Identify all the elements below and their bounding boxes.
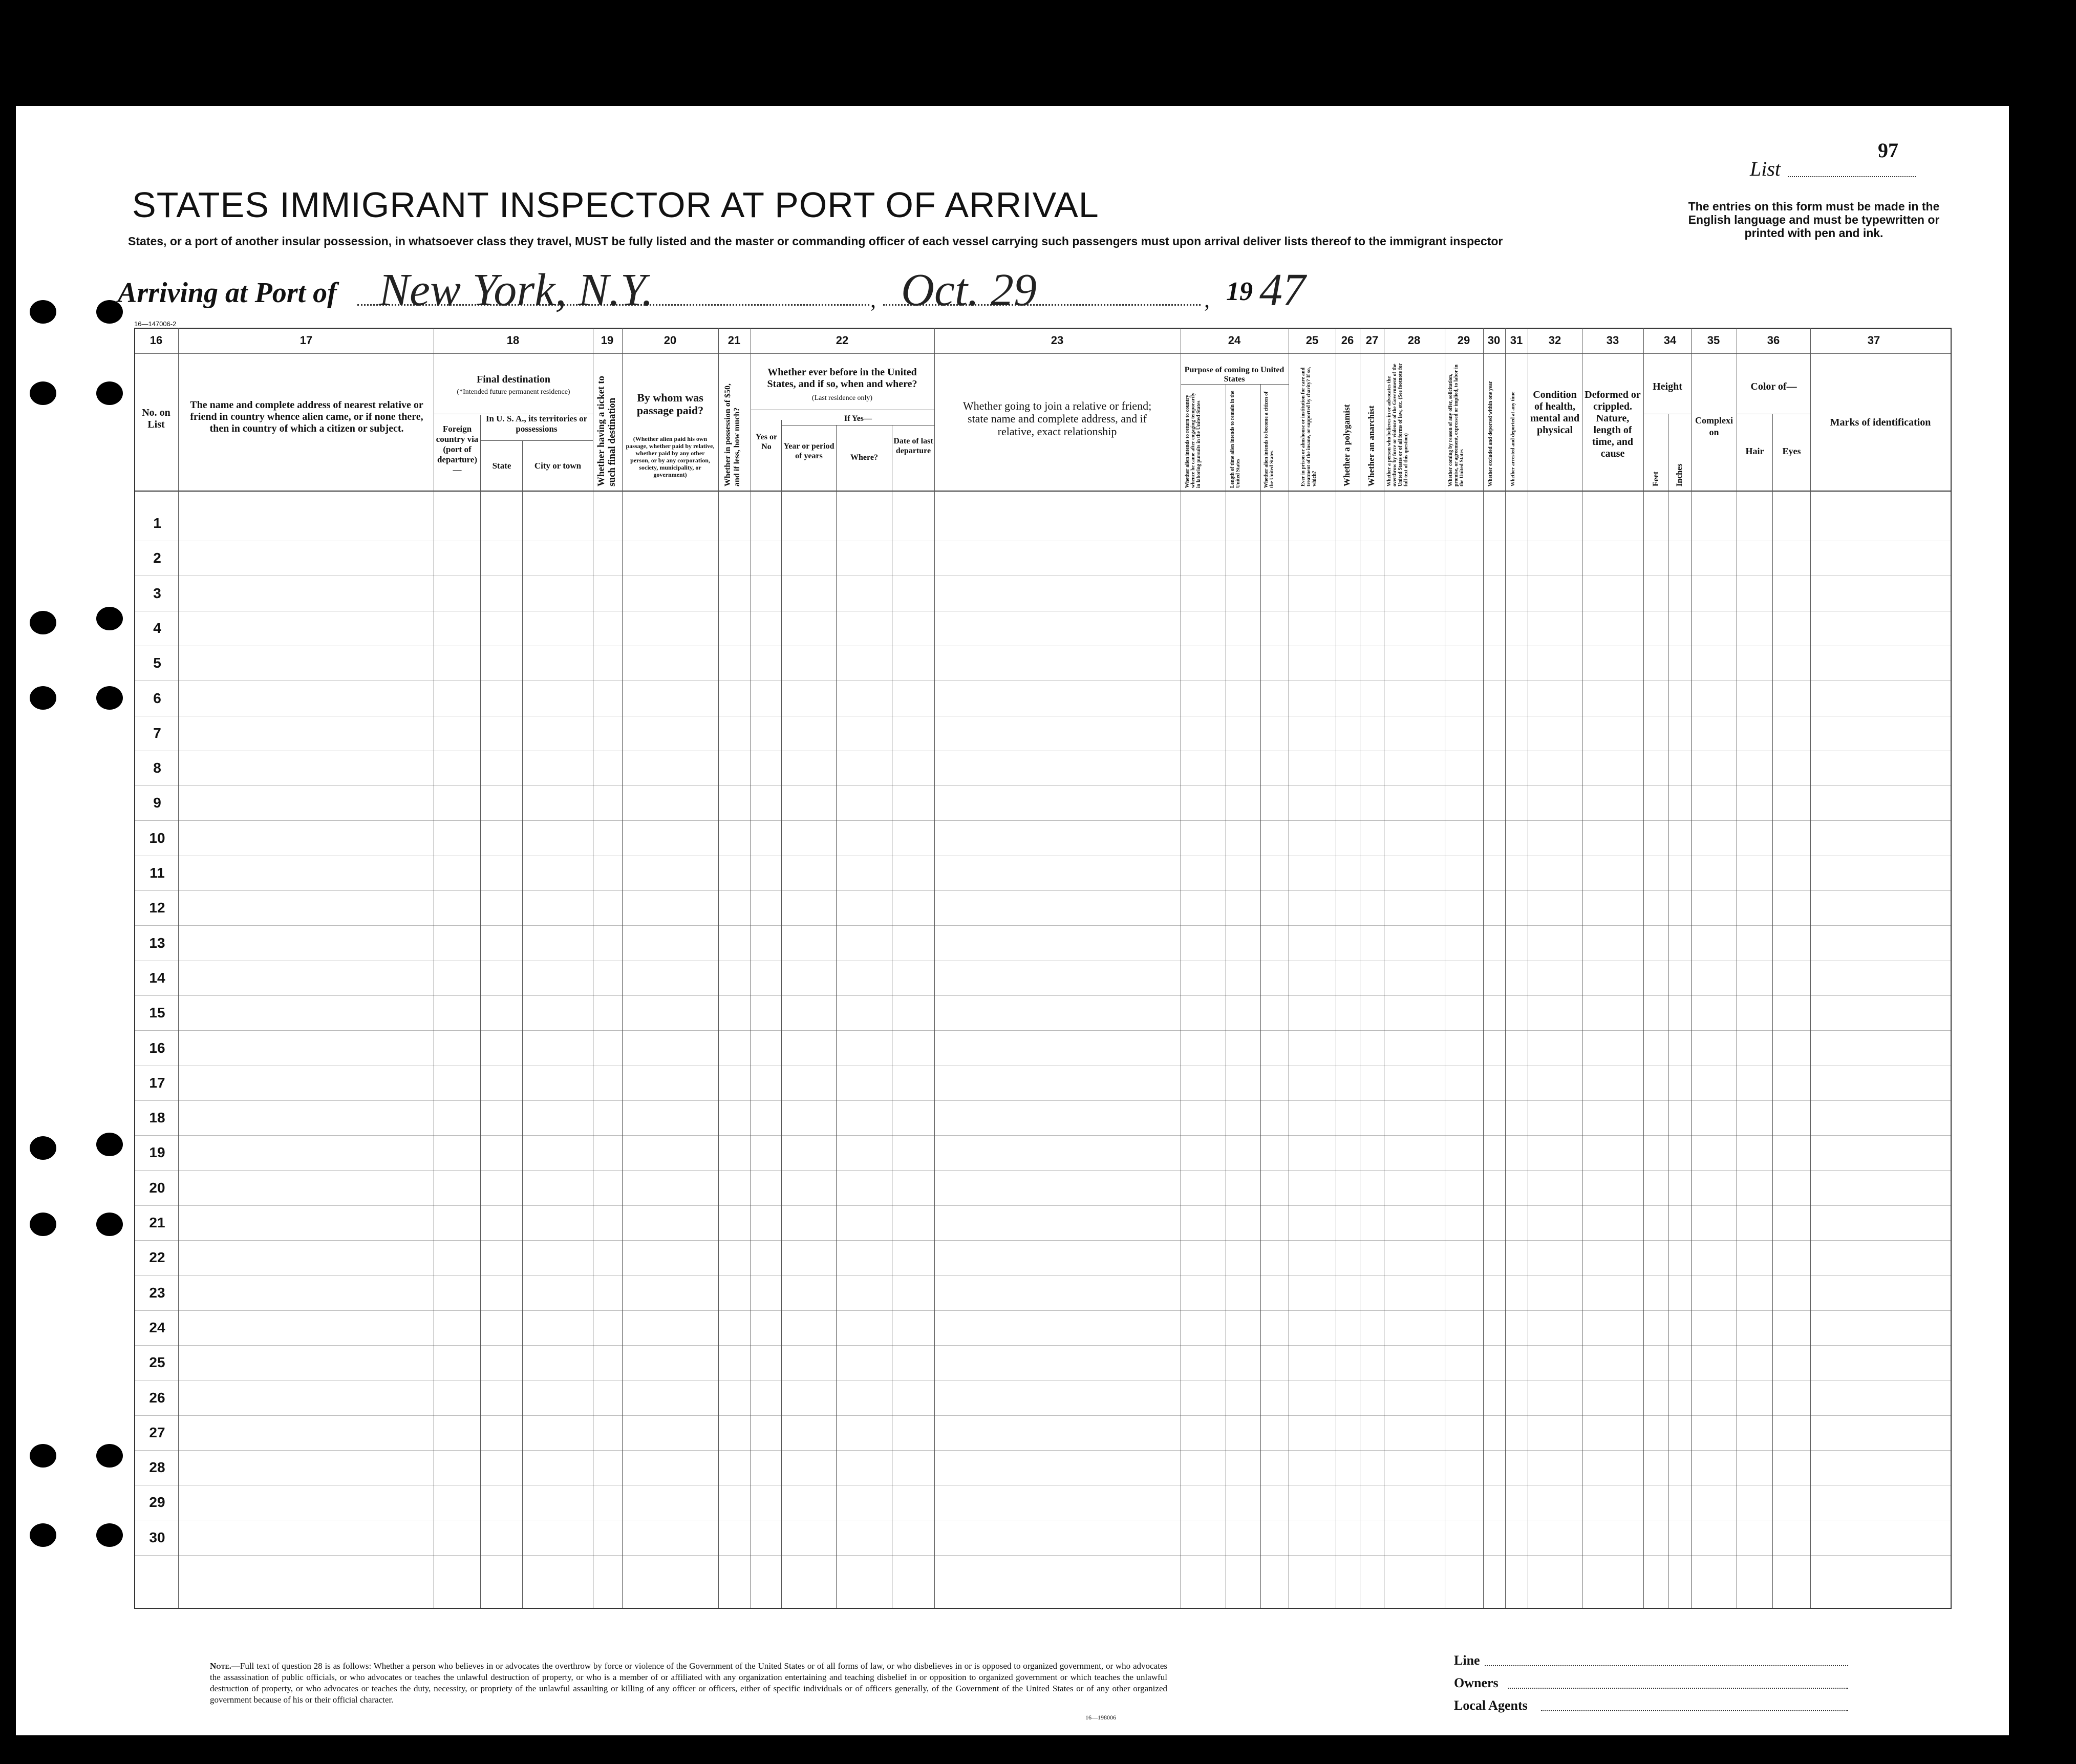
table-row-line — [134, 1310, 1952, 1311]
colnum-30: 30 — [1487, 334, 1501, 347]
row-number: 10 — [149, 830, 165, 846]
table-row-line — [134, 1275, 1952, 1276]
colnum-24: 24 — [1228, 334, 1241, 347]
row-number: 25 — [149, 1354, 165, 1370]
row-number: 13 — [149, 935, 165, 951]
header-complexion: Complexion — [1695, 415, 1733, 437]
footnote-label: Note. — [210, 1661, 231, 1671]
footnote-form-number: 16—198006 — [1085, 1714, 1116, 1721]
header-polygamist: Whether a polygamist — [1342, 404, 1352, 486]
header-fifty-dollars: Whether in possession of $50, and if less, how much? — [723, 383, 741, 486]
table-row-line — [134, 1345, 1952, 1346]
header-color-of: Color of— — [1750, 381, 1797, 392]
list-line — [1788, 176, 1916, 177]
col-line — [934, 328, 935, 1608]
subheader-line — [782, 425, 934, 426]
row-number: 1 — [153, 515, 161, 531]
row-number: 9 — [153, 795, 161, 811]
header-nearest-relative: The name and complete address of nearest relative or friend in country whence alien came, or if none there, then in country of which a citizen or subject. — [190, 399, 423, 434]
colnum-26: 26 — [1341, 334, 1354, 347]
header-purpose-citizen: Whether alien intends to become a citizen of the United States — [1264, 391, 1275, 488]
row-number: 8 — [153, 760, 161, 776]
row-number: 7 — [153, 725, 161, 741]
footnote — [210, 1661, 1167, 1706]
row-number: 12 — [149, 900, 165, 916]
header-labor-offer: Whether coming by reason of any offer, solicitation, promise, or agreement, expressed or implied, to labor in the United States — [1448, 364, 1465, 486]
line-field[interactable] — [1485, 1665, 1848, 1666]
header-hair: Hair — [1745, 446, 1764, 456]
col-line — [1810, 328, 1811, 1608]
binder-hole — [96, 1444, 123, 1468]
header-inches: Inches — [1675, 463, 1684, 486]
colnum-27: 27 — [1365, 334, 1379, 347]
year-prefix: 19 — [1226, 277, 1253, 306]
table-row-line — [134, 1450, 1952, 1451]
colnum-23: 23 — [1051, 334, 1064, 347]
row-number: 24 — [149, 1320, 165, 1335]
header-where: Where? — [850, 453, 878, 462]
row-number: 5 — [153, 655, 161, 671]
header-no-on-list: No. on List — [142, 407, 170, 430]
row-number: 16 — [149, 1040, 165, 1056]
arriving-label: Arriving at Port of — [118, 277, 337, 309]
binder-hole — [30, 1136, 56, 1160]
subheader-line — [1181, 384, 1289, 385]
header-anarchist: Whether an anarchist — [1366, 405, 1376, 486]
table-row-line — [134, 785, 1952, 786]
row-number: 26 — [149, 1390, 165, 1406]
col-line — [1483, 328, 1484, 1608]
header-purpose-return: Whether alien intends to return to country whence he came after engaging temporarily in laboring pursuits in the United States — [1185, 392, 1202, 488]
row-number: 20 — [149, 1180, 165, 1196]
colnum-17: 17 — [299, 334, 313, 347]
list-number: 97 — [1878, 139, 1898, 162]
row-number: 2 — [153, 550, 161, 566]
table-row-line — [134, 995, 1952, 996]
col-line — [836, 425, 837, 1608]
header-purpose: Purpose of coming to United States — [1184, 366, 1285, 384]
table-row-line — [134, 1555, 1952, 1556]
row-number: 21 — [149, 1215, 165, 1230]
table-row-line — [134, 820, 1952, 821]
row-number: 11 — [149, 865, 165, 881]
footnote-text: —Full text of question 28 is as follows: Whether a person who believes in or advocates the overthrow by force or violence of the Government of the United States or of all forms of law, or who disbelieves in or is opposed to organized government, or who advocates the assassination of public officials, or who advocates or teaches the unlawful destruction of property, or who is a member of or affiliated with any organization entertaining and teaching disbelief in or opposition to organized government or which teaches the unlawful destruction of property, or who advocates or teaches the duty, necessity, or propriety of the unlawful assaulting or killing of any officer or officers, either of specific individuals or of officers generally, of the Government of the United States or of any other organized government because of his or their official character. — [210, 1661, 1167, 1705]
colnum-25: 25 — [1305, 334, 1319, 347]
row-number: 14 — [149, 970, 165, 986]
header-city-or-town: City or town — [534, 461, 582, 471]
header-arrested: Whether arrested and deported at any time — [1510, 391, 1516, 486]
header-if-yes: If Yes— — [844, 414, 872, 423]
binder-hole — [30, 1213, 56, 1236]
header-prison: Ever in prison or almshouse or institution for care and treatment of the insane, or supported by charity? If so, which? — [1300, 367, 1317, 486]
header-marks: Marks of identification — [1830, 417, 1931, 428]
col-line — [1951, 328, 1952, 1608]
row-number: 22 — [149, 1249, 165, 1265]
colnum-35: 35 — [1707, 334, 1720, 347]
row-number: 6 — [153, 690, 161, 706]
year-handwritten: 47 — [1259, 265, 1305, 315]
header-join-relative: Whether going to join a relative or friend; state name and complete address, and if relative, exact relationship — [962, 399, 1152, 438]
header-health: Condition of health, mental and physical — [1530, 389, 1580, 436]
header-year-or-period: Year or period of years — [783, 442, 834, 460]
table-row-line — [134, 1415, 1952, 1416]
table-row-line — [134, 1100, 1952, 1101]
table-row-line — [134, 1240, 1952, 1241]
colnum-34: 34 — [1663, 334, 1677, 347]
col-line — [1772, 414, 1773, 1608]
table-row-line — [134, 890, 1952, 891]
colnum-31: 31 — [1510, 334, 1523, 347]
form-notice: The entries on this form must be made in the English language and must be typewritten or printed with pen and ink. — [1688, 200, 1940, 240]
table-row-line — [134, 1205, 1952, 1206]
subheader-line — [481, 440, 593, 441]
header-in-usa: In U. S. A., its territories or possessions — [485, 414, 588, 434]
page-title: STATES IMMIGRANT INSPECTOR AT PORT OF ARRIVAL — [132, 185, 1099, 225]
colnum-20: 20 — [664, 334, 677, 347]
row-number: 3 — [153, 585, 161, 601]
colnum-32: 32 — [1548, 334, 1561, 347]
port-handwritten: New York, N.Y. — [379, 265, 654, 315]
header-last-residence: (Last residence only) — [811, 394, 873, 402]
binder-hole — [30, 686, 56, 710]
agents-field[interactable] — [1541, 1710, 1848, 1711]
port-comma: , — [870, 287, 876, 312]
row-number: 27 — [149, 1425, 165, 1440]
row-number: 17 — [149, 1075, 165, 1091]
binder-hole — [30, 381, 56, 405]
row-number: 23 — [149, 1285, 165, 1301]
colnum-29: 29 — [1457, 334, 1470, 347]
col-line — [1691, 328, 1692, 1608]
agents-label: Local Agents — [1454, 1698, 1528, 1713]
col-line — [622, 328, 623, 1608]
form-page — [16, 106, 2009, 1735]
list-label: List — [1750, 157, 1781, 180]
row-number: 15 — [149, 1005, 165, 1021]
binder-hole — [30, 1444, 56, 1468]
binder-hole — [96, 1133, 123, 1156]
row-number: 18 — [149, 1110, 165, 1125]
colnum-37: 37 — [1867, 334, 1880, 347]
header-eyes: Eyes — [1782, 446, 1801, 456]
binder-hole — [96, 1213, 123, 1236]
header-overthrow: Whether a person who believes in or advocates the overthrow by force or violence of the Government of the United States or of all forms of law, etc. (See footnote for full text of this question) — [1386, 363, 1409, 486]
header-excluded: Whether excluded and deported within one year — [1488, 381, 1493, 486]
colnum-22: 22 — [836, 334, 849, 347]
binder-hole — [30, 1523, 56, 1547]
page-subtitle: States, or a port of another insular possession, in whatsoever class they travel, MUST be fully listed and the master or commanding officer of each vessel carrying such passengers must upon arrival deliver lists thereof to the immigrant inspector — [128, 235, 1503, 248]
colnum-28: 28 — [1407, 334, 1421, 347]
col-line — [1643, 328, 1644, 1608]
table-row-line — [134, 1030, 1952, 1031]
col-line — [718, 328, 719, 1608]
header-height: Height — [1653, 381, 1682, 392]
binder-hole — [96, 381, 123, 405]
col-line — [1260, 384, 1261, 1608]
header-passage-paid: By whom was passage paid? — [636, 391, 704, 417]
colnum-16: 16 — [149, 334, 163, 347]
colnum-33: 33 — [1606, 334, 1619, 347]
header-bottom-border — [134, 491, 1952, 492]
table-bottom-border — [134, 1608, 1952, 1609]
colnum-18: 18 — [506, 334, 520, 347]
colnum-19: 19 — [601, 334, 614, 347]
header-yes-or-no: Yes or No — [755, 433, 778, 451]
header-state: State — [492, 461, 511, 471]
line-label: Line — [1454, 1653, 1480, 1668]
header-final-destination: Final destination — [477, 374, 550, 385]
header-deformed: Deformed or crippled. Nature, length of time, and cause — [1585, 389, 1641, 459]
owners-label: Owners — [1454, 1675, 1499, 1690]
header-passage-paid-note: (Whether alien paid his own passage, whether paid by relative, whether paid by any other person, or by any corporation, society, municipality, or government) — [626, 435, 715, 478]
date-comma: , — [1204, 287, 1210, 312]
colnum-21: 21 — [727, 334, 741, 347]
binder-hole — [30, 300, 56, 324]
binder-hole — [96, 686, 123, 710]
header-final-destination-note: (*Intended future permanent residence) — [457, 388, 570, 396]
header-foreign-country: Foreign country via (port of departure)— — [436, 424, 479, 475]
col-line — [1505, 328, 1506, 1608]
table-row-line — [134, 1170, 1952, 1171]
header-ticket: Whether having a ticket to such final destination — [596, 375, 617, 486]
col-line — [480, 415, 481, 1608]
binder-hole — [30, 611, 56, 634]
col-line — [781, 420, 782, 1608]
binder-hole — [96, 607, 123, 630]
header-date-last-departure: Date of last departure — [893, 437, 933, 455]
header-purpose-length: Length of time alien intends to remain in the United States — [1230, 391, 1241, 488]
header-ever-before-us: Whether ever before in the United States, and if so, when and where? — [767, 367, 917, 390]
owners-field[interactable] — [1508, 1688, 1848, 1689]
row-number: 30 — [149, 1529, 165, 1545]
row-number: 4 — [153, 620, 161, 636]
table-top-border — [134, 328, 1952, 329]
colnum-36: 36 — [1767, 334, 1780, 347]
row-number: 19 — [149, 1144, 165, 1160]
table-row-line — [134, 925, 1952, 926]
row-number: 29 — [149, 1494, 165, 1510]
date-handwritten: Oct. 29 — [901, 265, 1037, 315]
header-feet: Feet — [1652, 471, 1660, 486]
binder-hole — [96, 1523, 123, 1547]
table-row-line — [134, 1135, 1952, 1136]
colnum-row-border — [134, 353, 1952, 354]
row-number: 28 — [149, 1459, 165, 1475]
form-number: 16—147006-2 — [134, 320, 177, 328]
col-line — [522, 440, 523, 1608]
